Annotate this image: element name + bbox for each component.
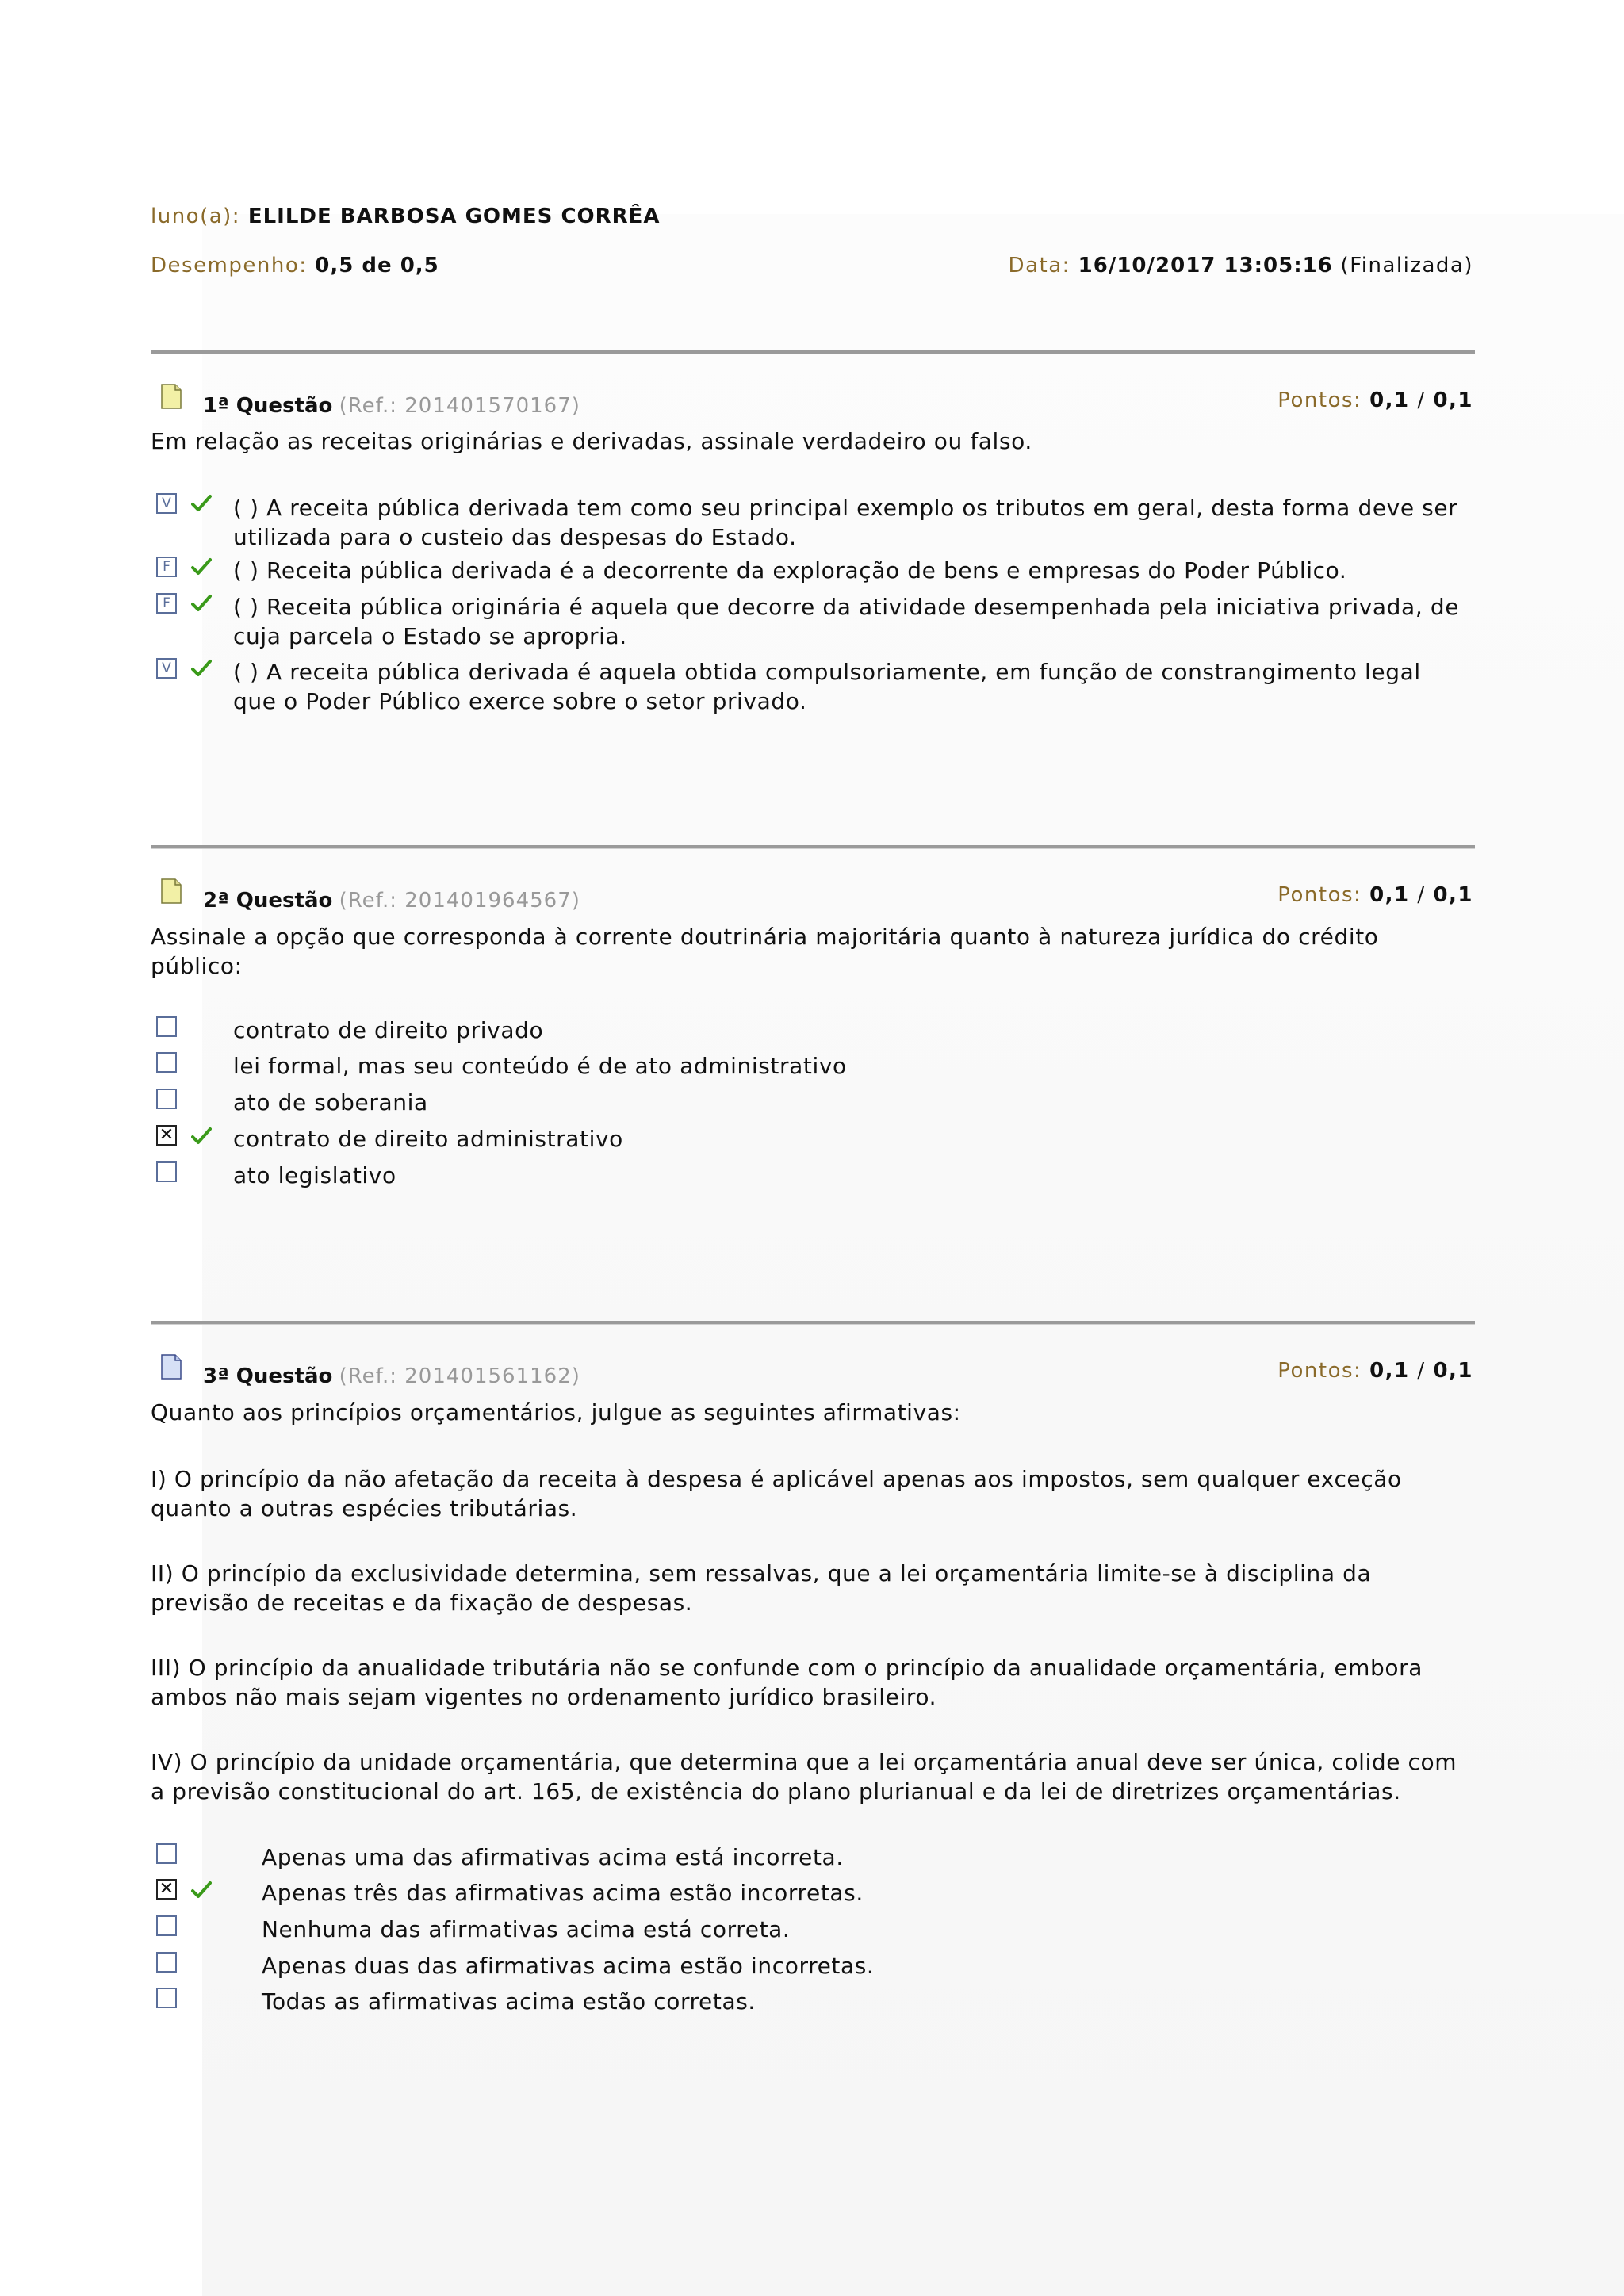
points-label: Pontos: [1277, 388, 1362, 412]
option-text: lei formal, mas seu conteúdo é de ato administrativo [233, 1053, 847, 1079]
answer-box-selected[interactable]: ✕ [156, 1879, 177, 1900]
answer-box[interactable] [156, 1988, 177, 2008]
answer-box[interactable]: V [156, 658, 177, 679]
points-label: Pontos: [1277, 1359, 1362, 1383]
document-icon [161, 1354, 182, 1380]
option-text: contrato de direito administrativo [233, 1126, 623, 1152]
performance-label: Desempenho: [151, 254, 308, 277]
note-icon [161, 878, 182, 904]
answer-box[interactable]: F [156, 593, 177, 614]
answer-box[interactable]: V [156, 493, 177, 514]
points-separator: / [1417, 388, 1426, 412]
question-number: 2ª Questão [203, 889, 333, 913]
answer-box[interactable] [156, 1161, 177, 1182]
answer-box[interactable] [156, 1052, 177, 1073]
affirmative-4: IV) O princípio da unidade orçamentária, que determina que a lei orçamentária anual deve ser única, colide com a previsão constitucional do art. 165, de existência do plano plurianual e da lei de diretrizes orçamentárias. [151, 1749, 1457, 1804]
check-icon [191, 1881, 212, 1900]
points-separator: / [1417, 1359, 1426, 1383]
option-text: Apenas três das afirmativas acima estão incorretas. [262, 1880, 864, 1906]
points-total: 0,1 [1433, 388, 1473, 412]
points-total: 0,1 [1433, 883, 1473, 907]
points-total: 0,1 [1433, 1359, 1473, 1383]
student-label: luno(a): [151, 205, 241, 228]
check-icon [191, 659, 212, 678]
question-statement: Quanto aos princípios orçamentários, julgue as seguintes afirmativas: [151, 1399, 961, 1425]
points [1277, 883, 1473, 907]
check-icon [191, 494, 212, 513]
answer-box[interactable] [156, 1016, 177, 1037]
affirmative-3: III) O princípio da anualidade tributária não se confunde com o princípio da anualidade orçamentária, embora ambos não mais sejam vigentes no ordenamento jurídico brasileiro. [151, 1655, 1423, 1710]
option-text: contrato de direito privado [233, 1017, 544, 1043]
divider [151, 845, 1475, 849]
option-text: ( ) A receita pública derivada é aquela obtida compulsoriamente, em função de constrangimento legal que o Poder Público exerce sobre o setor privado. [233, 659, 1421, 714]
points-separator: / [1417, 883, 1426, 907]
option-text: ( ) Receita pública originária é aquela que decorre da atividade desempenhada pela iniciativa privada, de cuja parcela o Estado se apropria. [233, 594, 1460, 649]
option-text: Todas as afirmativas acima estão corretas. [262, 1988, 756, 2015]
date-line [1009, 254, 1473, 277]
check-icon [191, 557, 212, 576]
points-label: Pontos: [1277, 883, 1362, 907]
option-text: ato legislativo [233, 1162, 396, 1188]
option-text: ato de soberania [233, 1089, 428, 1115]
option-text: Apenas duas das afirmativas acima estão incorretas. [262, 1953, 875, 1979]
question-title [203, 394, 580, 418]
question-statement: Assinale a opção que corresponda à corrente doutrinária majoritária quanto à natureza jurídica do crédito público: [151, 924, 1379, 979]
divider [151, 350, 1475, 354]
status-text: (Finalizada) [1340, 254, 1473, 277]
divider [151, 1321, 1475, 1325]
option-text: Nenhuma das afirmativas acima está correta. [262, 1916, 791, 1942]
performance-value: 0,5 de 0,5 [315, 254, 439, 277]
question-title [203, 889, 580, 913]
question-statement: Em relação as receitas originárias e derivadas, assinale verdadeiro ou falso. [151, 428, 1032, 454]
answer-box[interactable] [156, 1089, 177, 1109]
affirmative-1: I) O princípio da não afetação da receita à despesa é aplicável apenas aos impostos, sem qualquer exceção quanto a outras espécies tributárias. [151, 1466, 1402, 1521]
answer-box[interactable] [156, 1915, 177, 1936]
student-line [151, 205, 661, 228]
points [1277, 1359, 1473, 1383]
points-obtained: 0,1 [1369, 883, 1410, 907]
question-ref: (Ref.: 201401570167) [339, 394, 580, 418]
question-ref: (Ref.: 201401964567) [339, 889, 580, 913]
check-icon [191, 1127, 212, 1146]
date-label: Data: [1008, 254, 1071, 277]
option-text: ( ) Receita pública derivada é a decorrente da exploração de bens e empresas do Poder Público. [233, 557, 1347, 584]
performance-line [151, 254, 439, 277]
answer-box[interactable] [156, 1843, 177, 1864]
points-obtained: 0,1 [1369, 388, 1410, 412]
question-number: 3ª Questão [203, 1364, 333, 1388]
question-number: 1ª Questão [203, 394, 333, 418]
points-obtained: 0,1 [1369, 1359, 1410, 1383]
note-icon [161, 384, 182, 409]
question-title [203, 1364, 580, 1388]
answer-box[interactable]: F [156, 557, 177, 577]
answer-box[interactable] [156, 1952, 177, 1973]
affirmative-2: II) O princípio da exclusividade determina, sem ressalvas, que a lei orçamentária limite-se à disciplina da previsão de receitas e da fixação de despesas. [151, 1560, 1372, 1616]
option-text: ( ) A receita pública derivada tem como seu principal exemplo os tributos em geral, desta forma deve ser utilizada para o custeio das despesas do Estado. [233, 495, 1458, 550]
points [1277, 388, 1473, 412]
date-value: 16/10/2017 13:05:16 [1078, 254, 1333, 277]
option-text: Apenas uma das afirmativas acima está incorreta. [262, 1844, 844, 1870]
check-icon [191, 594, 212, 613]
question-ref: (Ref.: 201401561162) [339, 1364, 580, 1388]
answer-box-selected[interactable]: ✕ [156, 1125, 177, 1146]
student-name: ELILDE BARBOSA GOMES CORRÊA [247, 205, 661, 228]
